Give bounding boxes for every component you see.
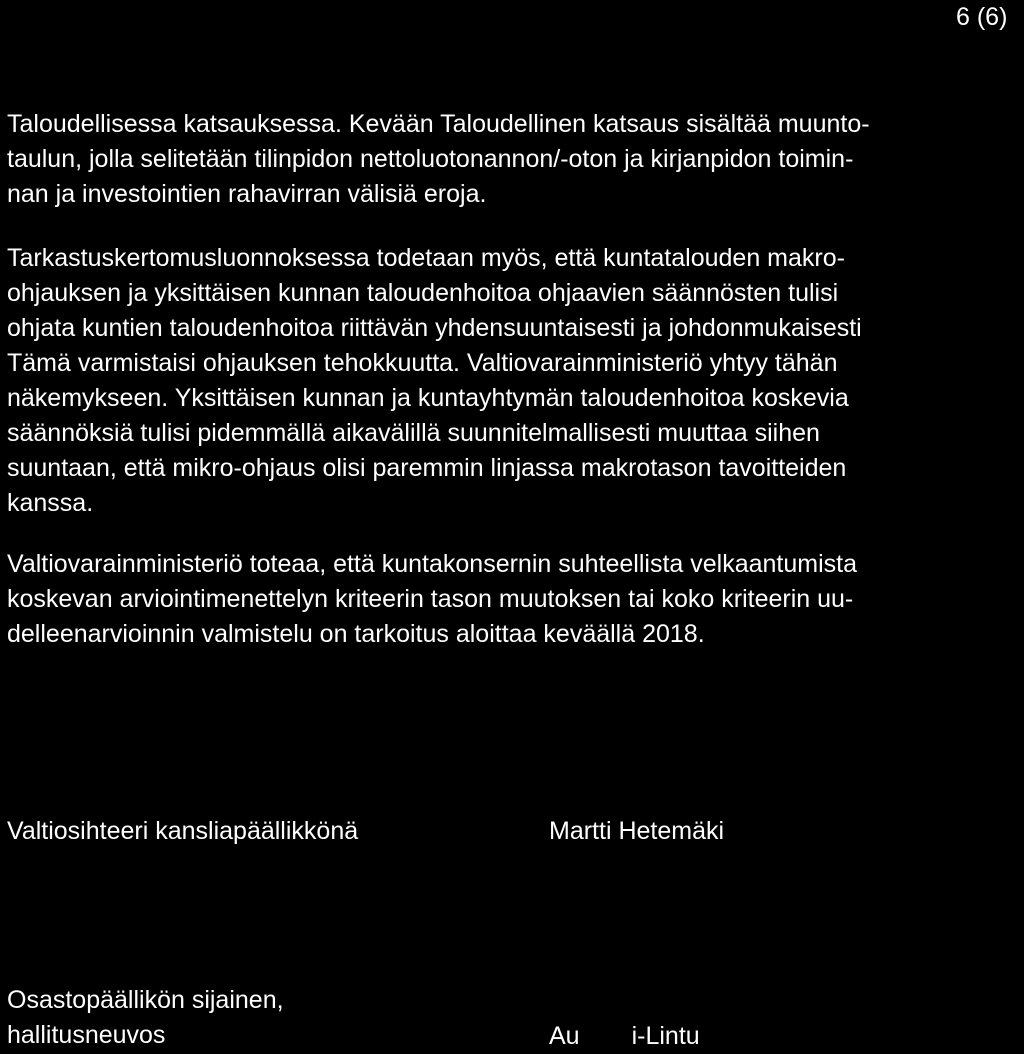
paragraph-line: ohjata kuntien taloudenhoitoa riittävän yhdensuuntaisesti ja johdonmukaisesti	[7, 314, 862, 342]
paragraph-line: koskevan arviointimenettelyn kriteerin tason muutoksen tai koko kriteerin uu-	[7, 585, 854, 613]
paragraph-line: säännöksiä tulisi pidemmällä aikavälillä suunnitelmallisesti muuttaa siihen	[7, 419, 820, 447]
paragraph-line: Tarkastuskertomusluonnoksessa todetaan myös, että kuntatalouden makro-	[7, 244, 845, 272]
paragraph-line: taulun, jolla selitetään tilinpidon nettoluotonannon/-oton ja kirjanpidon toimin-	[7, 145, 854, 173]
paragraph-line: suuntaan, että mikro-ohjaus olisi paremmin linjassa makrotason tavoitteiden	[7, 454, 847, 482]
page-number: 6 (6)	[956, 3, 1008, 31]
signatory-name-part: Au	[549, 1022, 580, 1050]
signatory-name-2	[549, 1019, 700, 1054]
paragraph-3	[7, 547, 1022, 652]
paragraph-line: nan ja investointien rahavirran välisiä eroja.	[7, 180, 487, 208]
paragraph-1	[7, 107, 1022, 212]
paragraph-line: ohjauksen ja yksittäisen kunnan taloudenhoitoa ohjaavien säännösten tulisi	[7, 279, 839, 307]
signatory-title-2	[7, 983, 284, 1053]
signatory-title-line: Osastopäällikön sijainen,	[7, 986, 284, 1014]
signatory-name-1: Martti Hetemäki	[549, 817, 725, 845]
paragraph-2	[7, 241, 1022, 521]
paragraph-line: Valtiovarainministeriö toteaa, että kuntakonsernin suhteellista velkaantumista	[7, 550, 857, 578]
signatory-title-1: Valtiosihteeri kansliapäällikkönä	[7, 817, 359, 845]
paragraph-line: kanssa.	[7, 489, 94, 517]
paragraph-line: näkemykseen. Yksittäisen kunnan ja kuntayhtymän taloudenhoitoa koskevia	[7, 384, 849, 412]
signatory-title-line: hallitusneuvos	[7, 1021, 166, 1049]
paragraph-line: Tämä varmistaisi ohjauksen tehokkuutta. Valtiovarainministeriö yhtyy tähän	[7, 349, 838, 377]
paragraph-line: Taloudellisessa katsauksessa. Kevään Taloudellinen katsaus sisältää muunto-	[7, 110, 870, 138]
signatory-name-part: i-Lintu	[631, 1022, 700, 1050]
paragraph-line: delleenarvioinnin valmistelu on tarkoitus aloittaa keväällä 2018.	[7, 620, 705, 648]
